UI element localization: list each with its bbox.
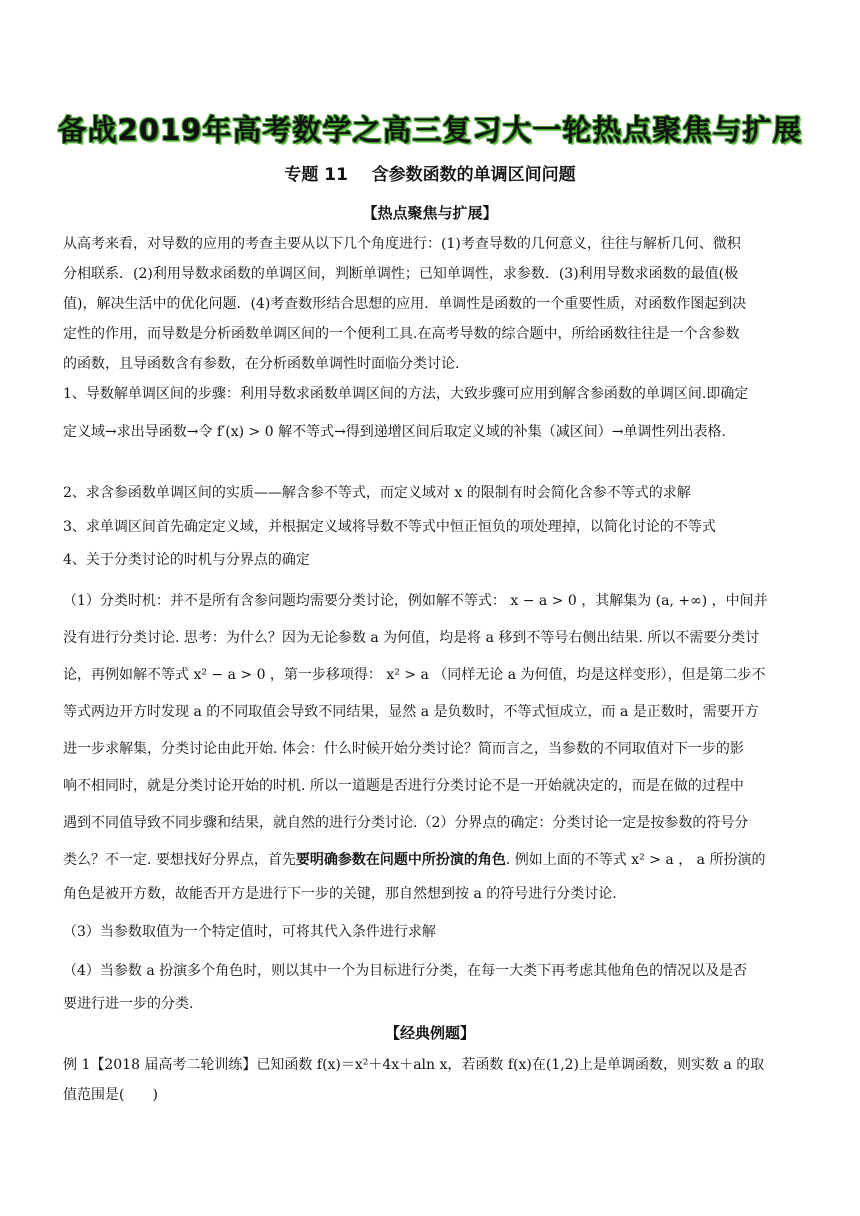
document-title: 备战2019年高考数学之高三复习大一轮热点聚焦与扩展 — [57, 113, 803, 147]
detail-line: （3）当参数取值为一个特定值时，可将其代入条件进行求解 — [63, 924, 436, 940]
point-4-line: 4、关于分类讨论的时机与分界点的确定 — [63, 552, 310, 568]
detail-line: 没有进行分类讨论. 思考：为什么？因为无论参数 a 为何值，均是将 a 移到不等号右侧出结果. 所以不需要分类讨 — [63, 630, 760, 646]
intro-line: 从高考来看，对导数的应用的考查主要从以下几个角度进行：(1)考查导数的几何意义，往往与解析几何、微积 — [63, 236, 741, 252]
detail-line: 等式两边开方时发现 a 的不同取值会导致不同结果，显然 a 是负数时，不等式恒成立，而 a 是正数时，需要开方 — [63, 704, 759, 720]
example-line: 例 1【2018 届高考二轮训练】已知函数 f(x)＝x²＋4x＋aln x，若函数 f(x)在(1,2)上是单调函数，则实数 a 的取 — [63, 1057, 765, 1073]
detail-line: 遇到不同值导致不同步骤和结果，就自然的进行分类讨论.（2）分界点的确定：分类讨论一定是按参数的符号分 — [63, 815, 749, 831]
detail-text: . 例如上面的不等式 x² > a ， a 所扮演的 — [505, 852, 766, 868]
point-2-paragraph — [63, 478, 803, 508]
point-4-4-paragraph — [63, 953, 803, 1019]
intro-line: 定性的作用，而导数是分析函数单调区间的一个便利工具.在高考导数的综合题中，所给函数往往是一个含参数 — [63, 326, 740, 342]
point-1-line: 1、导数解单调区间的步骤：利用导数求函数单调区间的方法，大致步骤可应用到解含参函数的单调区间.即确定 — [63, 386, 749, 402]
detail-line: 角色是被开方数，故能否开方是进行下一步的关键，那自然想到按 a 的符号进行分类讨论. — [63, 886, 617, 902]
point-1-paragraph — [63, 379, 803, 447]
detail-line: 响不相同时，就是分类讨论开始的时机. 所以一道题是否进行分类讨论不是一开始就决定的，而是在做的过程中 — [63, 778, 744, 794]
point-2-line: 2、求含参函数单调区间的实质——解含参不等式，而定义域对 x 的限制有时会简化含参不等式的求解 — [63, 485, 691, 501]
detail-text: 类么？不一定. 要想找好分界点，首先 — [63, 852, 296, 868]
detail-line-with-emphasis — [63, 842, 803, 879]
topic-subtitle: 专题 11 含参数函数的单调区间问题 — [284, 165, 576, 185]
detail-line: 进一步求解集，分类讨论由此开始. 体会：什么时候开始分类讨论？简而言之，当参数的不同取值对下一步的影 — [63, 741, 744, 757]
focus-section-heading: 【热点聚焦与扩展】 — [362, 204, 498, 222]
example-line: 值范围是( ) — [63, 1087, 158, 1103]
examples-section-heading: 【经典例题】 — [384, 1024, 475, 1042]
intro-line: 分相联系．(2)利用导数求函数的单调区间，判断单调性；已知单调性，求参数．(3)利用导数求函数的最值(极 — [63, 266, 739, 282]
example-1-paragraph — [63, 1050, 803, 1110]
emphasis-text: 要明确参数在问题中所扮演的角色 — [295, 852, 506, 868]
point-3-paragraph — [63, 512, 803, 542]
point-4-paragraph — [63, 545, 803, 575]
point-3-line: 3、求单调区间首先确定定义域，并根据定义域将导数不等式中恒正恒负的项处理掉，以简化讨论的不等式 — [63, 519, 716, 535]
detail-line: （1）分类时机：并不是所有含参问题均需要分类讨论，例如解不等式： x − a > 0 ，其解集为 (a, +∞) ，中间并 — [63, 593, 768, 609]
intro-line: 值)，解决生活中的优化问题．(4)考查数形结合思想的应用．单调性是函数的一个重要性质，对函数作图起到决 — [63, 296, 747, 312]
point-4-detail-paragraph — [63, 583, 803, 909]
point-1-line: 定义域→求出导函数→令 f′(x) > 0 解不等式→得到递增区间后取定义域的补集（减区间）→单调性列出表格. — [63, 424, 726, 440]
detail-line: （4）当参数 a 扮演多个角色时，则以其中一个为目标进行分类，在每一大类下再考虑其他角色的情况以及是否 — [63, 963, 748, 979]
detail-line: 论，再例如解不等式 x² − a > 0 ，第一步移项得： x² > a （同样无论 a 为何值，均是这样变形），但是第二步不 — [63, 667, 766, 683]
intro-paragraph — [63, 229, 803, 379]
detail-line: 要进行进一步的分类. — [63, 996, 194, 1012]
point-4-3-paragraph — [63, 917, 803, 947]
intro-line: 的函数，且导函数含有参数，在分析函数单调性时面临分类讨论. — [63, 356, 460, 372]
